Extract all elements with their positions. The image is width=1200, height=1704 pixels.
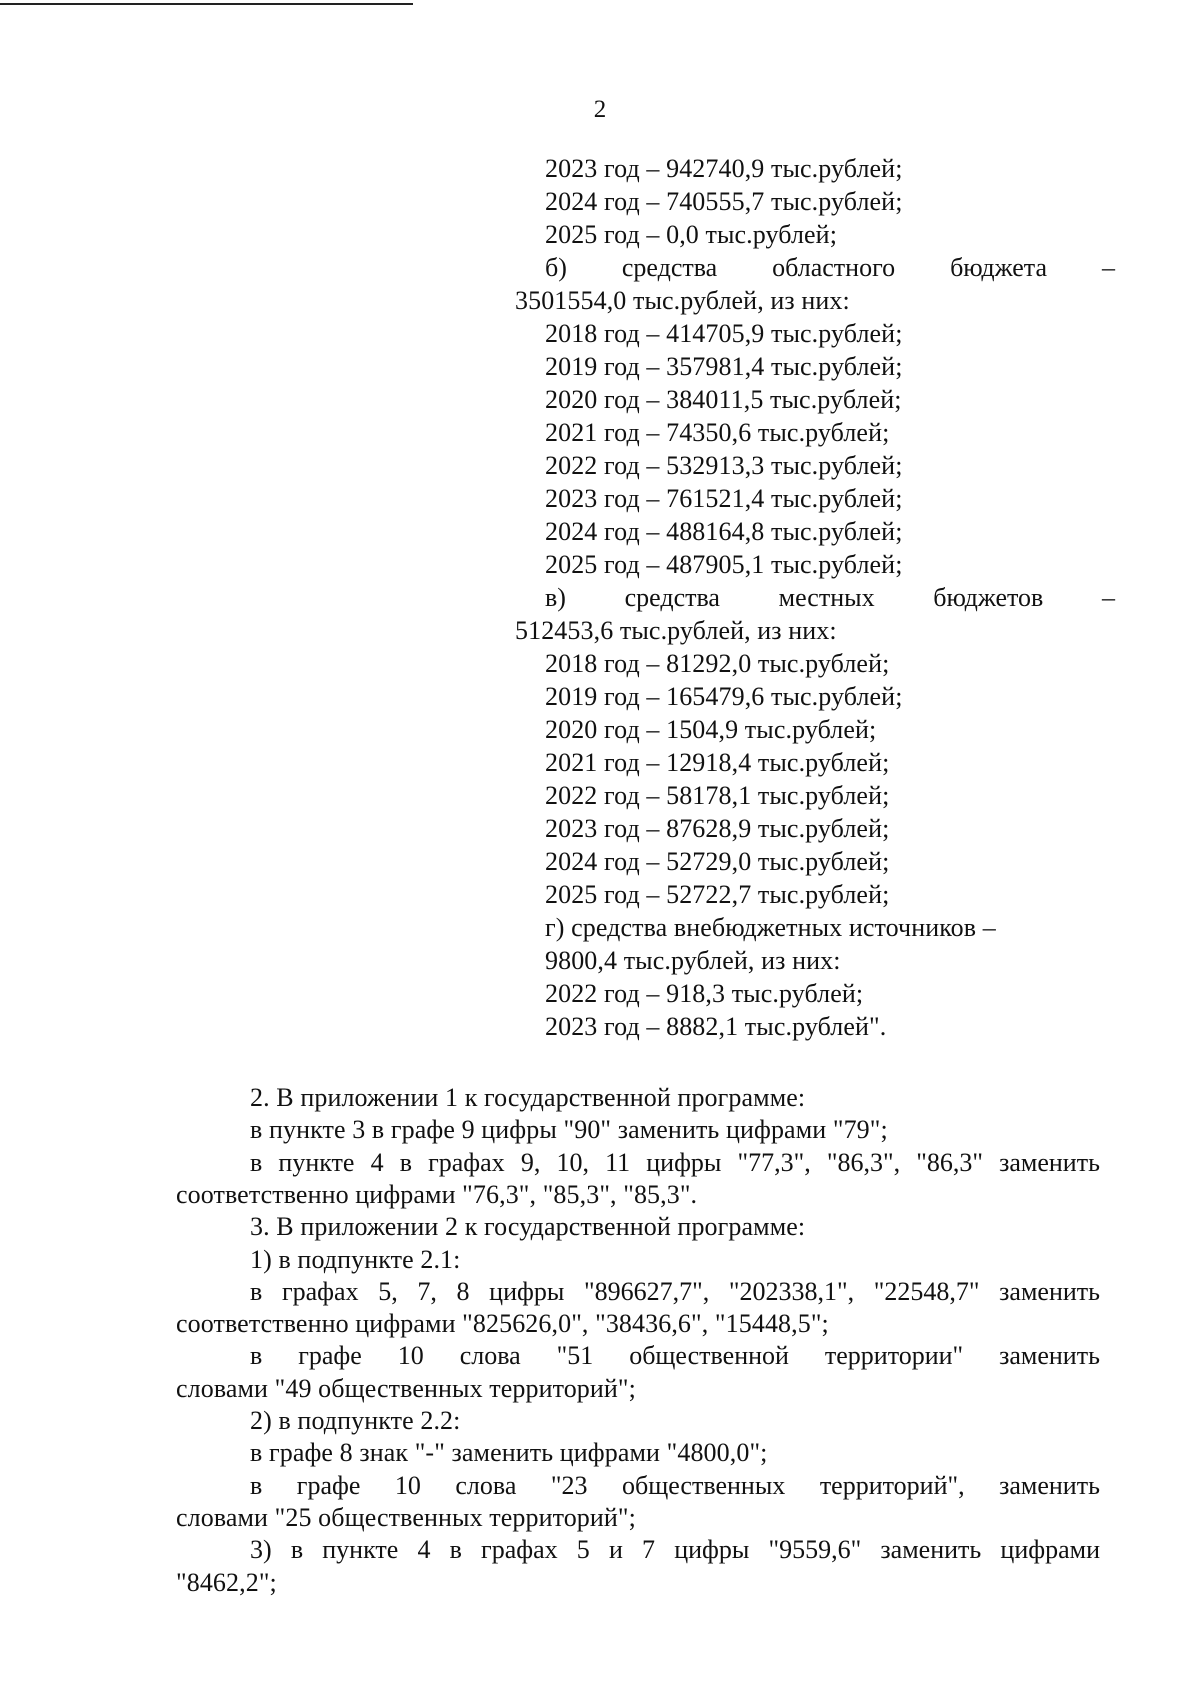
word: "202338,1", (728, 1276, 855, 1306)
word: 4 (417, 1535, 431, 1565)
extrabudget-year: 2022 год – 918,3 тыс.рублей; (545, 979, 864, 1008)
word: в (250, 1470, 263, 1500)
local-budget-year: 2021 год – 12918,4 тыс.рублей; (545, 748, 890, 777)
top-border-line (0, 3, 413, 5)
word: слова (455, 1470, 517, 1500)
word: – (1102, 253, 1115, 282)
word: б) (545, 253, 567, 282)
word: местных (778, 583, 875, 612)
word: 11 (605, 1147, 631, 1177)
word: 10 (397, 1341, 424, 1371)
page-number: 2 (593, 96, 607, 123)
word: "77,3", (737, 1147, 811, 1177)
word: графах (481, 1535, 558, 1565)
extrabudget-heading: г) средства внебюджетных источников – (545, 913, 996, 942)
word: "22548,7" (873, 1276, 980, 1306)
regional-budget-year: 2025 год – 487905,1 тыс.рублей; (545, 550, 903, 579)
word: в (250, 1147, 263, 1177)
item3-sub2-b (250, 1471, 1100, 1501)
word: 5, (378, 1276, 398, 1306)
word: "9559,6" (768, 1535, 862, 1565)
word: "86,3", (826, 1147, 901, 1177)
item3-sub3-cont: "8462,2"; (176, 1567, 277, 1597)
word: заменить (880, 1535, 982, 1565)
word: в (250, 1276, 263, 1306)
word: пункте (322, 1535, 399, 1565)
word: средства (621, 253, 718, 282)
word: "86,3" (916, 1147, 983, 1177)
local-budget-year: 2024 год – 52729,0 тыс.рублей; (545, 847, 890, 876)
local-budget-year: 2025 год – 52722,7 тыс.рублей; (545, 880, 890, 909)
regional-budget-year: 2022 год – 532913,3 тыс.рублей; (545, 451, 903, 480)
funding-line: 2025 год – 0,0 тыс.рублей; (545, 220, 838, 249)
regional-budget-year: 2020 год – 384011,5 тыс.рублей; (545, 385, 902, 414)
item3-sub3 (250, 1535, 1100, 1565)
word: цифры (489, 1276, 565, 1306)
local-budget-heading (545, 583, 1115, 613)
word: цифры (646, 1147, 722, 1177)
word: средства (624, 583, 720, 612)
item2-heading: 2. В приложении 1 к государственной программе: (250, 1083, 806, 1112)
word: 10 (394, 1470, 421, 1500)
local-budget-total: 512453,6 тыс.рублей, из них: (515, 616, 837, 645)
local-budget-year: 2019 год – 165479,6 тыс.рублей; (545, 682, 903, 711)
word: 7 (642, 1535, 656, 1565)
item3-sub1: 1) в подпункте 2.1: (250, 1244, 461, 1274)
word: 7, (417, 1276, 437, 1306)
word: графе (298, 1341, 362, 1371)
word: общественной (629, 1341, 789, 1371)
item3-sub1-a (250, 1277, 1100, 1307)
word: графах (428, 1147, 505, 1177)
word: цифрами (1000, 1535, 1100, 1565)
word: территорий", (819, 1470, 965, 1500)
word: в (290, 1535, 304, 1565)
word: заменить (999, 1147, 1100, 1177)
local-budget-year: 2023 год – 87628,9 тыс.рублей; (545, 814, 890, 843)
item3-heading: 3. В приложении 2 к государственной программе: (250, 1212, 806, 1242)
extrabudget-total: 9800,4 тыс.рублей, из них: (545, 946, 841, 975)
word: бюджета (950, 253, 1048, 282)
word: 10, (556, 1147, 589, 1177)
item3-sub2-b-cont: словами "25 общественных территорий"; (176, 1502, 636, 1532)
word: заменить (999, 1276, 1100, 1306)
local-budget-year: 2020 год – 1504,9 тыс.рублей; (545, 715, 877, 744)
word: 4 (370, 1147, 384, 1177)
word: общественных (622, 1470, 786, 1500)
word: заменить (999, 1470, 1100, 1500)
regional-budget-year: 2019 год – 357981,4 тыс.рублей; (545, 352, 903, 381)
regional-budget-year: 2021 год – 74350,6 тыс.рублей; (545, 418, 890, 447)
item2-point3: в пункте 3 в графе 9 цифры "90" заменить цифрами "79"; (250, 1115, 888, 1145)
regional-budget-year: 2024 год – 488164,8 тыс.рублей; (545, 517, 903, 546)
word: территории" (824, 1341, 964, 1371)
local-budget-year: 2018 год – 81292,0 тыс.рублей; (545, 649, 890, 678)
funding-line: 2024 год – 740555,7 тыс.рублей; (545, 187, 903, 216)
item3-sub1-b (250, 1341, 1100, 1371)
word: пункте (278, 1147, 355, 1177)
word: графах (281, 1276, 359, 1306)
item3-sub2-a: в графе 8 знак "-" заменить цифрами "4800,0"; (250, 1438, 768, 1468)
word: заменить (999, 1341, 1100, 1371)
word: областного (772, 253, 896, 282)
funding-line: 2023 год – 942740,9 тыс.рублей; (545, 154, 903, 183)
word: "896627,7", (583, 1276, 710, 1306)
regional-budget-year: 2018 год – 414705,9 тыс.рублей; (545, 319, 903, 348)
word: 3) (250, 1535, 272, 1565)
word: в (449, 1535, 462, 1565)
word: в) (545, 583, 566, 612)
word: бюджетов (933, 583, 1044, 612)
word: – (1102, 583, 1115, 612)
extrabudget-year: 2023 год – 8882,1 тыс.рублей". (545, 1012, 887, 1041)
word: слова (459, 1341, 521, 1371)
regional-budget-year: 2023 год – 761521,4 тыс.рублей; (545, 484, 903, 513)
word: цифры (674, 1535, 750, 1565)
word: графе (296, 1470, 361, 1500)
word: в (399, 1147, 412, 1177)
word: 9, (520, 1147, 541, 1177)
word: в (250, 1341, 263, 1371)
regional-budget-heading (545, 253, 1115, 283)
word: "23 (550, 1470, 588, 1500)
item2-point4-cont: соответственно цифрами "76,3", "85,3", "85,3". (176, 1179, 698, 1209)
local-budget-year: 2022 год – 58178,1 тыс.рублей; (545, 781, 890, 810)
regional-budget-total: 3501554,0 тыс.рублей, из них: (515, 286, 850, 315)
item3-sub1-b-cont: словами "49 общественных территорий"; (176, 1373, 636, 1403)
item3-sub2: 2) в подпункте 2.2: (250, 1406, 461, 1435)
word: 8 (456, 1276, 470, 1306)
item3-sub1-a-cont: соответственно цифрами "825626,0", "38436,6", "15448,5"; (176, 1309, 829, 1339)
item2-point4 (250, 1148, 1100, 1178)
word: "51 (556, 1341, 594, 1371)
word: 5 (576, 1535, 590, 1565)
word: и (608, 1535, 623, 1565)
